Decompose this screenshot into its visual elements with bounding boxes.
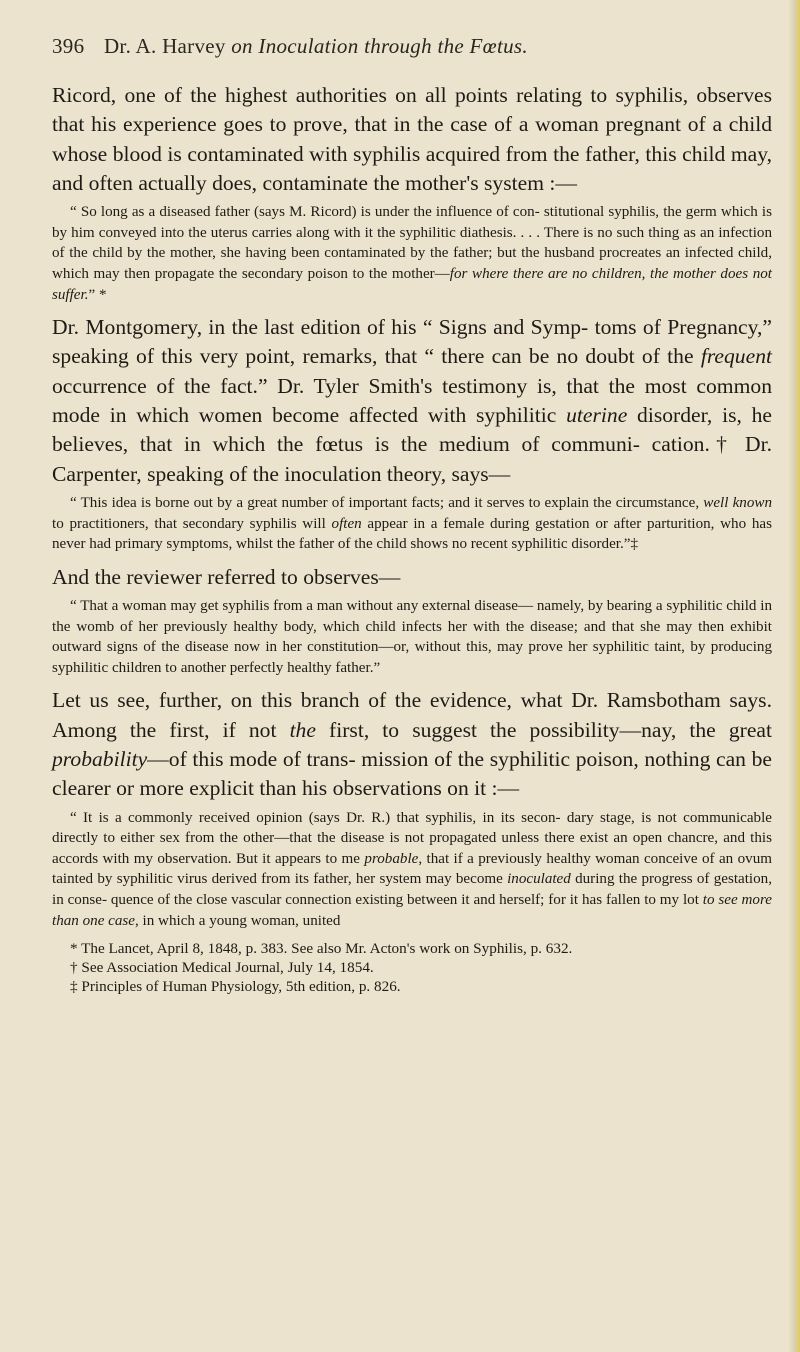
running-head [52, 34, 772, 59]
montgomery-text-c: disorder, is, he believes, that in which the fœtus is the medium of communi- cation.† Dr. Carpenter, speaking of the inoculation theory, says— [52, 403, 772, 486]
paragraph-reviewer: And the reviewer referred to observes— [52, 564, 401, 589]
montgomery-text-b: occurrence of the fact.” Dr. Tyler Smith's testimony is, that the most common mode in which women become affected with syphilitic [52, 373, 772, 428]
ramsbotham-italic-the: the [289, 717, 316, 742]
book-page [52, 34, 772, 996]
running-head-author: Dr. A. Harvey [103, 34, 226, 58]
ramsbotham-q-text-b: , that if a previously healthy woman conceive of an ovum tainted by syphilitic virus derived from its father, her system may become [52, 850, 772, 888]
quote-carpenter [52, 493, 772, 555]
carpenter-text-b: to practitioners, that secondary syphilis will [52, 515, 332, 532]
ramsbotham-q-text-d: , in which a young woman, united [135, 912, 341, 929]
carpenter-italic-well-known: well known [703, 494, 773, 511]
quote-ricord-end: ” * [88, 286, 107, 303]
montgomery-italic-frequent: frequent [700, 344, 772, 369]
footnote-physiology: ‡ Principles of Human Physiology, 5th edition, p. 826. [70, 978, 401, 996]
carpenter-italic-often: often [331, 515, 362, 532]
carpenter-text-c: appear in a female during gestation or after parturition, who has never had primary symptoms, whilst the father of the child shows no recent syphilitic disorder.”‡ [52, 515, 772, 553]
ramsbotham-q-italic-more-than-one: to see more than one case [52, 891, 772, 929]
quote-reviewer: “ That a woman may get syphilis from a man without any external disease— namely, by bearing a syphilitic child in the womb of her previously healthy body, which child infects her with the disease; and that she may then exhibit outward signs of the disease now in her constitution—or, without this, may prove her syphilitic taint, by producing syphilitic children to another perfectly healthy father.” [52, 598, 772, 676]
page-number: 396 [52, 34, 85, 58]
ramsbotham-text-c: —of this mode of trans- mission of the syphilitic poison, nothing can be clearer or more explicit than his observations on it :— [52, 746, 772, 801]
carpenter-text-a: “ This idea is borne out by a great number of important facts; and it serves to explain the circumstance, [70, 494, 704, 511]
quote-ricord [52, 202, 772, 305]
paragraph-montgomery [52, 313, 772, 489]
page-edge-shadow [788, 0, 800, 1352]
quote-ricord-text: “ So long as a diseased father (says M. Ricord) is under the influence of con- stitutional syphilis, the germ which is by him conveyed into the uterus carries along with it the syphilitic diathesis. . . . There is no such thing as an infection of the child by the mother, she having been contaminated by the father; but the husband procreates an infected child, which may then propagate the secondary poison to the mother— [52, 204, 772, 282]
ramsbotham-q-text-c: during the progress of gestation, in conse- quence of the close vascular connection existing between it and herself; for it has fallen to my lot [52, 871, 772, 908]
montgomery-italic-uterine: uterine [566, 403, 628, 428]
running-head-title: on Inoculation through the Fœtus. [231, 34, 528, 58]
ramsbotham-q-text-a: “ It is a commonly received opinion (says Dr. R.) that syphilis, in its secon- dary stage, is not communicable directly to either sex from the other—that the disease is not propagated unless there exist an open chancre, and this accords with my observation. But it appears to me [52, 809, 772, 867]
montgomery-text-a: Dr. Montgomery, in the last edition of his “ Signs and Symp- toms of Pregnancy,” speaking of this very point, remarks, that “ there can be no doubt of the [52, 315, 772, 369]
quote-ramsbotham [52, 808, 772, 932]
ramsbotham-q-italic-inoculated: inoculated [507, 871, 571, 888]
footnote-lancet: * The Lancet, April 8, 1848, p. 383. See also Mr. Acton's work on Syphilis, p. 632. [70, 940, 573, 958]
ramsbotham-text-b: first, to suggest the possibility—nay, the great [315, 717, 772, 742]
footnotes [52, 939, 772, 996]
footnote-association: † See Association Medical Journal, July 14, 1854. [70, 959, 374, 977]
paragraph-ramsbotham [52, 686, 772, 803]
ramsbotham-q-italic-probable: probable [364, 850, 419, 867]
ramsbotham-text-a: Let us see, further, on this branch of the evidence, what Dr. Ramsbotham says. Among the first, if not [52, 688, 772, 742]
ramsbotham-italic-probability: probability [52, 746, 148, 771]
paragraph-ricord: Ricord, one of the highest authorities on all points relating to syphilis, observes that his experience goes to prove, that in the case of a woman pregnant of a child whose blood is contaminated with syphilis acquired from the father, this child may, and often actually does, contaminate the mother's system :— [52, 83, 772, 195]
quote-ricord-italic: for where there are no children, the mother does not suffer. [52, 265, 772, 303]
